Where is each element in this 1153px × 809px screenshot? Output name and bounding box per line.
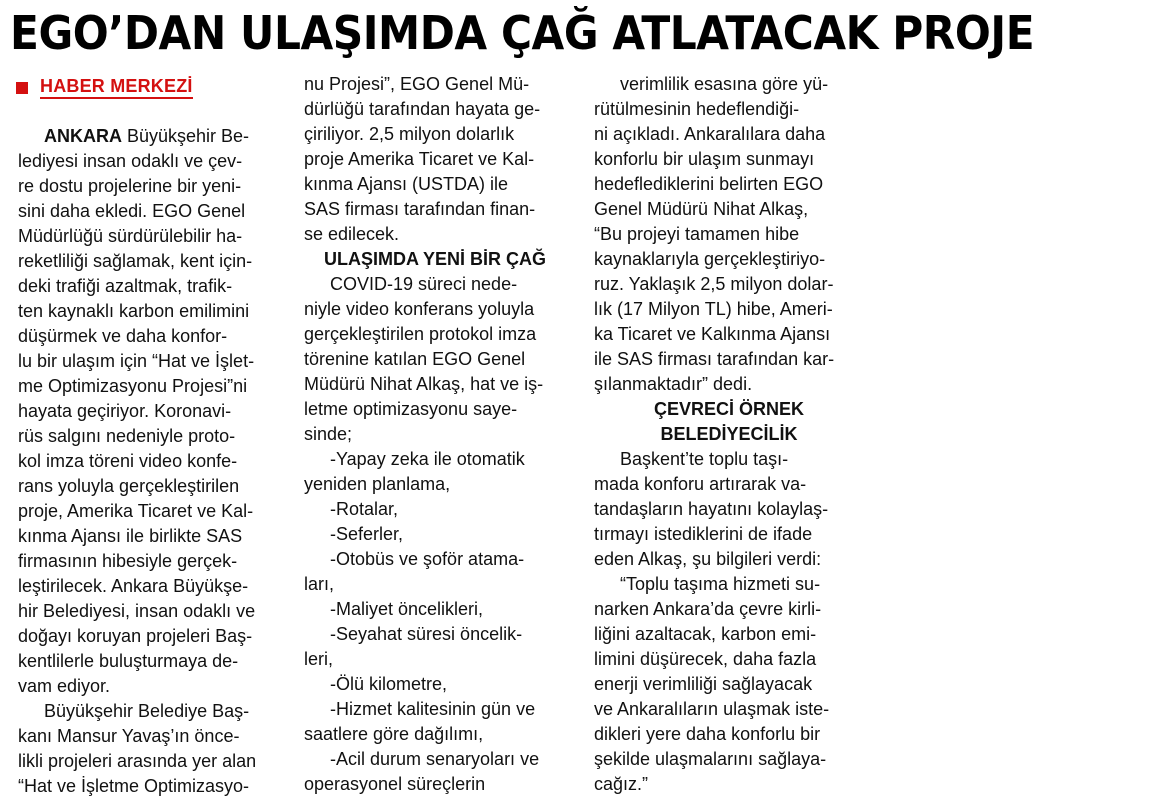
text-line: rütülmesinin hedeflendiği-: [594, 99, 800, 119]
text-line: -Yapay zeka ile otomatik: [330, 449, 525, 469]
text-line: leri,: [304, 649, 334, 669]
text-line: -Acil durum senaryoları ve: [330, 749, 540, 769]
text-line: lu bir ulaşım için “Hat ve İşlet-: [18, 351, 255, 371]
text-line: Başkent’te toplu taşı-: [620, 449, 789, 469]
headline: EGO’DAN ULAŞIMDA ÇAĞ ATLATACAK PROJE: [10, 6, 1035, 60]
byline: [16, 76, 193, 99]
text-line: “Hat ve İşletme Optimizasyo-: [18, 776, 250, 796]
text-line: kol imza töreni video konfe-: [18, 451, 238, 471]
text-line: hayata geçiriyor. Koronavi-: [18, 401, 232, 421]
subheading-ulasimda-yeni-bir-cag: ULAŞIMDA YENİ BİR ÇAĞ: [323, 249, 546, 269]
text-line: şılanmaktadır” dedi.: [594, 374, 753, 394]
text-line: -Ölü kilometre,: [330, 674, 448, 694]
article-column-2: [304, 72, 566, 797]
paragraph-text: Büyükşehir Be-: [122, 126, 250, 146]
text-line: proje Amerika Ticaret ve Kal-: [304, 149, 535, 169]
text-line: sinde;: [304, 424, 353, 444]
text-line: verimlilik esasına göre yü-: [620, 74, 829, 94]
text-line: COVID-19 süreci nede-: [330, 274, 518, 294]
text-line: -Otobüs ve şoför atama-: [330, 549, 525, 569]
text-line: saatlere göre dağılımı,: [304, 724, 484, 744]
text-line: “Bu projeyi tamamen hibe: [594, 224, 800, 244]
text-line: proje, Amerika Ticaret ve Kal-: [18, 501, 254, 521]
text-line: enerji verimliliği sağlayacak: [594, 674, 813, 694]
text-line: hedeflediklerini belirten EGO: [594, 174, 824, 194]
text-line: Büyükşehir Belediye Baş-: [44, 701, 250, 721]
text-line: liğini azaltacak, karbon emi-: [594, 624, 817, 644]
subheading-cevreci-ornek: ÇEVRECİ ÖRNEK: [653, 399, 805, 419]
text-line: lık (17 Milyon TL) hibe, Ameri-: [594, 299, 833, 319]
text-line: şekilde ulaşmalarını sağlaya-: [594, 749, 827, 769]
text-line: -Maliyet öncelikleri,: [330, 599, 484, 619]
text-line: nu Projesi”, EGO Genel Mü-: [304, 74, 530, 94]
text-line: kınma Ajansı (USTDA) ile: [304, 174, 509, 194]
subheading-belediyecilik: BELEDİYECİLİK: [660, 424, 798, 444]
text-line: kanı Mansur Yavaş’ın önce-: [18, 726, 240, 746]
text-line: reketliliği sağlamak, kent için-: [18, 251, 253, 271]
text-line: doğayı koruyan projeleri Baş-: [18, 626, 253, 646]
text-line: cağız.”: [594, 774, 649, 794]
text-line: kaynaklarıyla gerçekleştiriyo-: [594, 249, 826, 269]
text-line: Genel Müdürü Nihat Alkaş,: [594, 199, 809, 219]
text-line: ları,: [304, 574, 335, 594]
text-line: çiriliyor. 2,5 milyon dolarlık: [304, 124, 515, 144]
text-line: letme optimizasyonu saye-: [304, 399, 518, 419]
text-line: narken Ankara’da çevre kirli-: [594, 599, 822, 619]
text-line: mada konforu artırarak va-: [594, 474, 807, 494]
text-line: se edilecek.: [304, 224, 400, 244]
text-line: yeniden planlama,: [304, 474, 451, 494]
text-line: ve Ankaralıların ulaşmak iste-: [594, 699, 830, 719]
text-line: Müdürü Nihat Alkaş, hat ve iş-: [304, 374, 544, 394]
text-line: rüs salgını nedeniyle proto-: [18, 426, 236, 446]
text-line: -Seferler,: [330, 524, 404, 544]
text-line: eden Alkaş, şu bilgileri verdi:: [594, 549, 822, 569]
text-line: tandaşların hayatını kolaylaş-: [594, 499, 829, 519]
text-line: -Hizmet kalitesinin gün ve: [330, 699, 536, 719]
text-line: leştirilecek. Ankara Büyükşe-: [18, 576, 249, 596]
article-column-1: [18, 124, 286, 799]
dateline-city: ANKARA: [44, 126, 122, 146]
byline-author: HABER MERKEZİ: [40, 76, 193, 99]
text-line: limini düşürecek, daha fazla: [594, 649, 817, 669]
text-line: dürlüğü tarafından hayata ge-: [304, 99, 541, 119]
text-line: firmasının hibesiyle gerçek-: [18, 551, 238, 571]
text-line: düşürmek ve daha konfor-: [18, 326, 228, 346]
text-line: gerçekleştirilen protokol imza: [304, 324, 537, 344]
text-line: ruz. Yaklaşık 2,5 milyon dolar-: [594, 274, 834, 294]
paragraph-lead-line: [18, 124, 286, 149]
text-line: konforlu bir ulaşım sunmayı: [594, 149, 815, 169]
text-line: vam ediyor.: [18, 676, 111, 696]
text-line: deki trafiği azaltmak, trafik-: [18, 276, 233, 296]
text-line: re dostu projelerine bir yeni-: [18, 176, 242, 196]
text-line: törenine katılan EGO Genel: [304, 349, 526, 369]
text-line: sini daha ekledi. EGO Genel: [18, 201, 246, 221]
text-line: lediyesi insan odaklı ve çev-: [18, 151, 243, 171]
text-line: ni açıkladı. Ankaralılara daha: [594, 124, 826, 144]
text-line: kınma Ajansı ile birlikte SAS: [18, 526, 243, 546]
text-line: hir Belediyesi, insan odaklı ve: [18, 601, 256, 621]
text-line: Müdürlüğü sürdürülebilir ha-: [18, 226, 243, 246]
text-line: -Seyahat süresi öncelik-: [330, 624, 523, 644]
text-line: dikleri yere daha konforlu bir: [594, 724, 821, 744]
byline-red-square-icon: [16, 82, 28, 94]
text-line: ten kaynaklı karbon emilimini: [18, 301, 250, 321]
text-line: me Optimizasyonu Projesi”ni: [18, 376, 248, 396]
article-column-3: [594, 72, 864, 797]
text-line: rans yoluyla gerçekleştirilen: [18, 476, 240, 496]
text-line: kentlilerle buluşturmaya de-: [18, 651, 239, 671]
text-line: operasyonel süreçlerin: [304, 774, 486, 794]
text-line: ile SAS firması tarafından kar-: [594, 349, 835, 369]
text-line: SAS firması tarafından finan-: [304, 199, 536, 219]
text-line: likli projeleri arasında yer alan: [18, 751, 257, 771]
text-line: tırmayı istediklerini de ifade: [594, 524, 813, 544]
text-line: -Rotalar,: [330, 499, 399, 519]
text-line: ka Ticaret ve Kalkınma Ajansı: [594, 324, 831, 344]
text-line: niyle video konferans yoluyla: [304, 299, 535, 319]
text-line: “Toplu taşıma hizmeti su-: [620, 574, 821, 594]
